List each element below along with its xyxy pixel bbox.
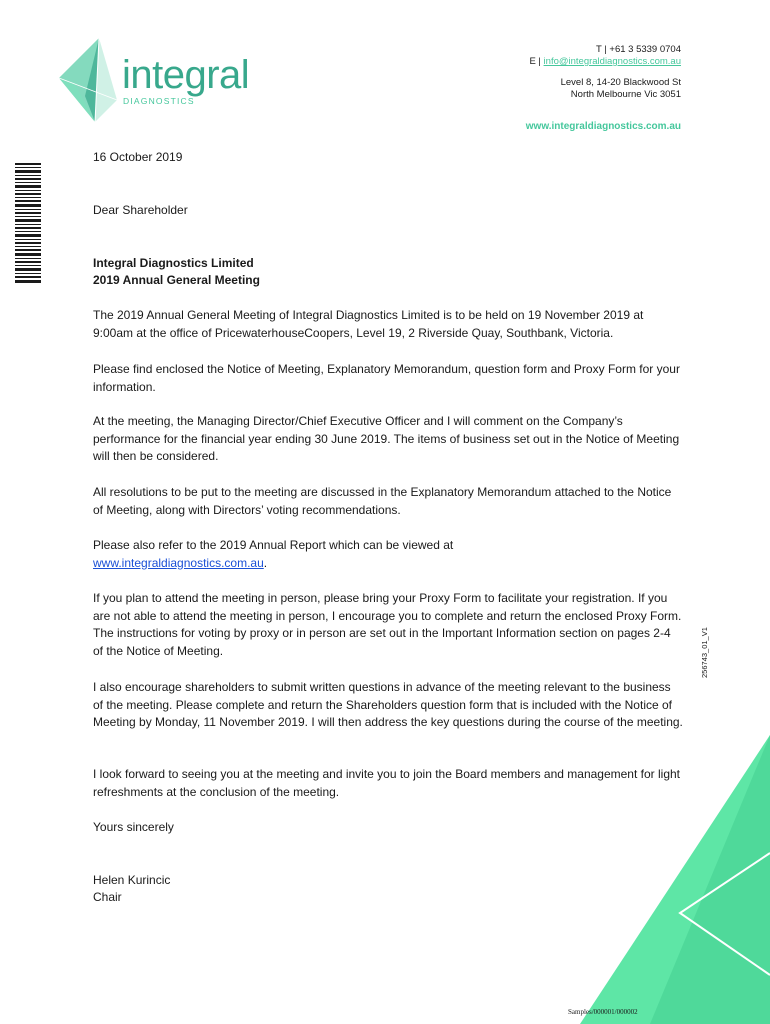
paragraph-3: At the meeting, the Managing Director/Chief Executive Officer and I will comment on the Company’s performance for the financial year ending 30 June 2019. The items of business set out in the Notice of Meeting will then be considered. [93, 414, 680, 463]
annual-report-link[interactable]: www.integraldiagnostics.com.au [93, 555, 264, 570]
document-code: 256743_01_V1 [700, 627, 709, 678]
address-line-1: Level 8, 14-20 Blackwood St [560, 77, 681, 88]
paragraph-1: The 2019 Annual General Meeting of Integral Diagnostics Limited is to be held on 19 November 2019 at 9:00am at the office of PricewaterhouseCoopers, Level 19, 2 Riverside Quay, Southbank, Victoria. [93, 308, 644, 340]
heading-meeting: 2019 Annual General Meeting [93, 273, 260, 287]
barcode-icon [15, 163, 41, 283]
paragraph-5-end: . [263, 555, 268, 570]
paragraph-5 [93, 537, 683, 572]
signatory-title: Chair [93, 890, 122, 904]
contact-email-line [529, 56, 681, 68]
sample-reference: Samples/000001/000002 [568, 1008, 638, 1016]
email-label: E | [529, 56, 544, 67]
paragraph-7: I also encourage shareholders to submit written questions in advance of the meeting relevant to the business of the meeting. Please complete and return the Shareholders question form that is included with the Notice of Meeting by Monday, 11 November 2019. I will then address the key questions during the course of the meeting. [93, 680, 683, 729]
brand-name: integral [122, 53, 250, 97]
paragraph-5-text: Please also refer to the 2019 Annual Report which can be viewed at [93, 538, 454, 552]
paragraph-4: All resolutions to be put to the meeting are discussed in the Explanatory Memorandum attached to the Notice of Meeting, along with Directors’ voting recommendations. [93, 485, 672, 517]
company-logo-icon [55, 38, 123, 122]
brand-subtitle: DIAGNOSTICS [123, 96, 195, 106]
email-link[interactable]: info@integraldiagnostics.com.au [543, 56, 681, 67]
signatory-name: Helen Kurincic [93, 873, 171, 887]
decorative-corner-shape-icon [580, 735, 770, 1024]
salutation: Dear Shareholder [93, 203, 188, 217]
paragraph-2: Please find enclosed the Notice of Meeting, Explanatory Memorandum, question form and Proxy Form for your information. [93, 362, 680, 394]
paragraph-6: If you plan to attend the meeting in person, please bring your Proxy Form to facilitate your registration. If you are not able to attend the meeting in person, I encourage you to complete and return the enclosed Proxy Form. The instructions for voting by proxy or in person are set out in the Important Information section on pages 2-4 of the Notice of Meeting. [93, 591, 682, 658]
address-line-2: North Melbourne Vic 3051 [570, 89, 681, 100]
letter-date: 16 October 2019 [93, 150, 183, 164]
website-link[interactable]: www.integraldiagnostics.com.au [525, 121, 681, 132]
heading-company: Integral Diagnostics Limited [93, 256, 254, 270]
paragraph-8: I look forward to seeing you at the meeting and invite you to join the Board members and management for light refreshments at the conclusion of the meeting. [93, 767, 681, 799]
closing: Yours sincerely [93, 820, 174, 834]
contact-phone: T | +61 3 5339 0704 [596, 44, 681, 55]
